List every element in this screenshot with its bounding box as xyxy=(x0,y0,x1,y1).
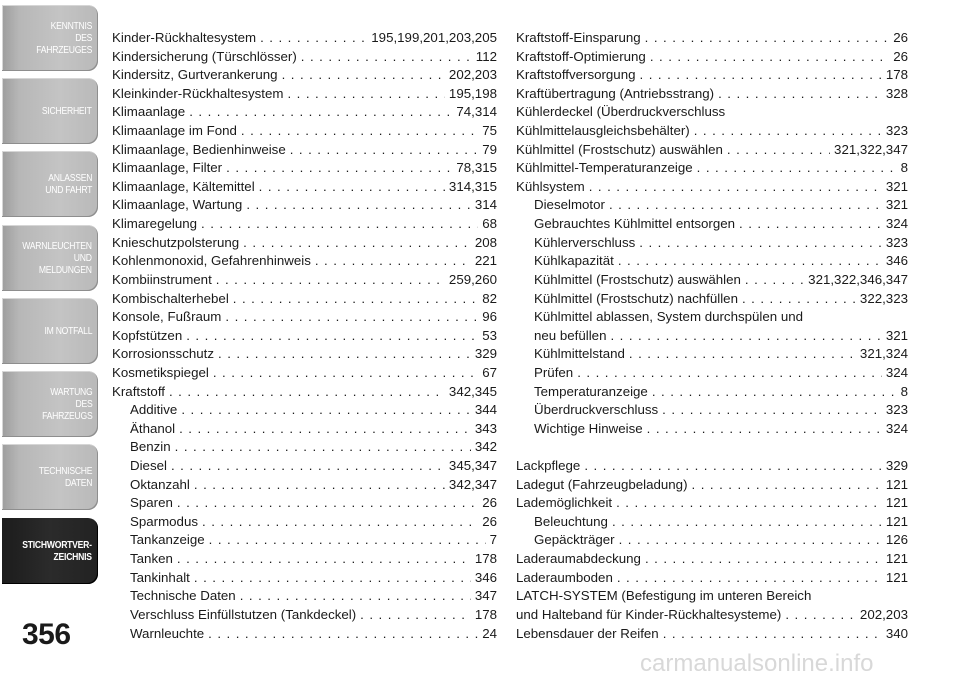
index-term: Kühlmittelausgleichsbehälter) xyxy=(516,123,690,139)
chapter-tabs xyxy=(0,0,100,678)
dot-leader xyxy=(259,178,445,197)
index-pages: 342,345 xyxy=(448,383,497,399)
dot-leader xyxy=(727,141,830,160)
dot-leader xyxy=(194,476,445,495)
index-entry xyxy=(516,587,908,606)
index-entry xyxy=(112,587,497,606)
chapter-tab-label: WARTUNG DES FAHRZEUGS xyxy=(41,386,92,422)
dot-leader xyxy=(694,122,882,141)
index-pages: 26 xyxy=(482,513,497,529)
index-term: Klimaanlage, Filter xyxy=(112,160,223,176)
dot-leader xyxy=(629,345,856,364)
index-term: und Halteband für Kinder-Rückhaltesysteme) xyxy=(516,606,782,622)
index-entry xyxy=(112,327,497,346)
index-entry xyxy=(112,420,497,439)
index-entry xyxy=(516,606,908,625)
dot-leader xyxy=(360,606,471,625)
index-pages: 324 xyxy=(885,364,908,380)
dot-leader xyxy=(171,457,445,476)
dot-leader xyxy=(718,85,882,104)
dot-leader xyxy=(315,252,471,271)
index-entry xyxy=(112,178,497,197)
index-term: Kühlmittel (Frostschutz) auswählen xyxy=(516,141,723,157)
index-term: Klimaregelung xyxy=(112,216,198,232)
index-pages: 321 xyxy=(885,197,908,213)
index-entry xyxy=(112,29,497,48)
index-pages: 202,203 xyxy=(448,67,497,83)
index-pages: 121 xyxy=(885,476,908,492)
index-pages: 323 xyxy=(885,402,908,418)
dot-leader xyxy=(577,364,882,383)
index-pages: 96 xyxy=(482,309,497,325)
dot-leader xyxy=(181,401,471,420)
index-pages: 314,315 xyxy=(448,178,497,194)
index-term: Gebrauchtes Kühlmittel entsorgen xyxy=(534,216,736,232)
index-pages: 74,314 xyxy=(456,104,497,120)
index-entry xyxy=(516,494,908,513)
index-entry xyxy=(112,271,497,290)
index-term: Kühlkapazität xyxy=(534,253,614,269)
index-entry xyxy=(516,364,908,383)
index-entry xyxy=(516,438,908,457)
index-term: Knieschutzpolsterung xyxy=(112,234,240,250)
index-entry xyxy=(112,308,497,327)
dot-leader xyxy=(208,625,478,644)
index-term: Dieselmotor xyxy=(534,197,605,213)
index-entry xyxy=(516,476,908,495)
dot-leader xyxy=(169,383,445,402)
index-term: neu befüllen xyxy=(534,327,607,343)
index-entry xyxy=(112,476,497,495)
dot-leader xyxy=(202,513,478,532)
index-term: Ladegut (Fahrzeugbeladung) xyxy=(516,476,688,492)
index-term: Kombiinstrument xyxy=(112,271,212,287)
index-term: Prüfen xyxy=(534,364,574,380)
index-entry xyxy=(516,29,908,48)
index-term: Kraftstoff-Optimierung xyxy=(516,48,646,64)
index-entry xyxy=(516,48,908,67)
index-pages: 221 xyxy=(474,253,497,269)
index-column-right xyxy=(516,29,908,643)
dot-leader xyxy=(226,159,452,178)
index-term: Lebensdauer der Reifen xyxy=(516,625,659,641)
index-entry xyxy=(112,401,497,420)
index-pages: 26 xyxy=(482,495,497,511)
index-pages: 121 xyxy=(885,495,908,511)
index-entry xyxy=(112,103,497,122)
index-entry xyxy=(112,85,497,104)
index-term: Kinder-Rückhaltesystem xyxy=(112,30,257,45)
index-entry xyxy=(112,252,497,271)
index-entry xyxy=(112,531,497,550)
index-term: Warnleuchte xyxy=(130,625,205,641)
index-entry xyxy=(516,85,908,104)
index-entry xyxy=(112,606,497,625)
index-pages: 112 xyxy=(475,48,497,64)
index-entry xyxy=(112,48,497,67)
index-term: Diesel xyxy=(130,458,167,474)
index-pages: 75 xyxy=(482,123,497,139)
index-pages: 314 xyxy=(474,197,497,213)
index-term: Beleuchtung xyxy=(534,513,608,529)
index-term: Überdruckverschluss xyxy=(534,402,659,418)
index-term: Kindersicherung (Türschlösser) xyxy=(112,48,297,64)
index-term: Tankanzeige xyxy=(130,532,205,548)
index-term: Benzin xyxy=(130,439,171,455)
index-pages: 26 xyxy=(893,30,908,45)
index-pages: 178 xyxy=(885,67,908,83)
index-pages: 79 xyxy=(482,141,497,157)
index-term: Kohlenmonoxid, Gefahrenhinweis xyxy=(112,253,311,269)
chapter-tab-7[interactable] xyxy=(2,444,98,510)
index-pages: 8 xyxy=(900,383,908,399)
index-term: Tankinhalt xyxy=(130,569,190,585)
index-term: Kombischalterhebel xyxy=(112,290,229,306)
index-term: Klimaanlage xyxy=(112,104,186,120)
index-column-left xyxy=(112,29,497,643)
index-term: LATCH-SYSTEM (Befestigung im unteren Bereich xyxy=(516,588,812,604)
index-entry xyxy=(516,550,908,569)
index-pages: 26 xyxy=(893,48,908,64)
dot-leader xyxy=(616,494,882,513)
index-term: Korrosionsschutz xyxy=(112,346,214,362)
index-pages: 82 xyxy=(482,290,497,306)
index-pages: 329 xyxy=(885,458,908,474)
dot-leader xyxy=(662,401,882,420)
chapter-tab-label: STICHWORTVER- ZEICHNIS xyxy=(22,539,92,563)
dot-leader xyxy=(692,476,882,495)
index-pages: 126 xyxy=(885,532,908,548)
index-term: Oktanzahl xyxy=(130,476,190,492)
index-entry xyxy=(516,420,908,439)
index-pages: 342,347 xyxy=(448,476,497,492)
index-pages: 328 xyxy=(885,85,908,101)
index-entry xyxy=(112,290,497,309)
dot-leader xyxy=(194,569,471,588)
index-entry xyxy=(516,196,908,215)
dot-leader xyxy=(218,345,471,364)
index-term: Verschluss Einfüllstutzen (Tankdeckel) xyxy=(130,606,357,622)
index-pages: 344 xyxy=(474,402,497,418)
index-pages: 53 xyxy=(482,327,497,343)
index-pages: 321,322,346,347 xyxy=(808,271,908,287)
dot-leader xyxy=(584,457,881,476)
index-term: Sparen xyxy=(130,495,173,511)
index-term: Konsole, Fußraum xyxy=(112,309,222,325)
dot-leader xyxy=(610,327,881,346)
index-entry xyxy=(516,327,908,346)
index-pages: 346 xyxy=(474,569,497,585)
index-pages: 178 xyxy=(474,606,497,622)
chapter-tab-label: IM NOTFALL xyxy=(44,325,92,337)
index-entry xyxy=(112,215,497,234)
index-pages: 342 xyxy=(474,439,497,455)
index-pages: 78,315 xyxy=(456,160,497,176)
dot-leader xyxy=(739,215,882,234)
dot-leader xyxy=(290,141,478,160)
index-term: Kühlmittel (Frostschutz) auswählen xyxy=(534,271,741,287)
index-entry xyxy=(112,569,497,588)
index-entry xyxy=(516,345,908,364)
index-entry xyxy=(112,383,497,402)
index-entry xyxy=(516,513,908,532)
index-entry xyxy=(516,308,908,327)
index-entry xyxy=(516,66,908,85)
page-number: 356 xyxy=(22,618,71,651)
index-entry xyxy=(516,234,908,253)
index-entry xyxy=(516,178,908,197)
index-entry xyxy=(516,159,908,178)
index-term: Kühlmittel (Frostschutz) nachfüllen xyxy=(534,290,738,306)
dot-leader xyxy=(652,383,897,402)
chapter-tab-1[interactable] xyxy=(2,5,98,71)
index-entry xyxy=(516,290,908,309)
index-entry xyxy=(112,345,497,364)
dot-leader xyxy=(301,48,472,67)
dot-leader xyxy=(785,606,856,625)
index-term: Kindersitz, Gurtverankerung xyxy=(112,67,278,83)
index-pages: 340 xyxy=(885,625,908,641)
index-entry xyxy=(112,625,497,644)
index-term: Kühlsystem xyxy=(516,178,585,194)
dot-leader xyxy=(240,587,471,606)
dot-leader xyxy=(663,625,882,644)
index-pages: 321 xyxy=(885,178,908,194)
index-pages: 195,199,201,203,205 xyxy=(371,30,497,45)
dot-leader xyxy=(175,438,471,457)
index-term: Laderaumabdeckung xyxy=(516,551,641,567)
index-entry xyxy=(516,215,908,234)
dot-leader xyxy=(640,66,882,85)
index-term: Kühlmittel-Temperaturanzeige xyxy=(516,160,693,176)
dot-leader xyxy=(612,513,882,532)
index-entry xyxy=(112,513,497,532)
dot-leader xyxy=(619,531,882,550)
dot-leader xyxy=(243,234,471,253)
dot-leader xyxy=(201,215,478,234)
dot-leader xyxy=(287,85,444,104)
dot-leader xyxy=(246,196,470,215)
dot-leader xyxy=(216,271,445,290)
index-term: Gepäckträger xyxy=(534,532,615,548)
dot-leader xyxy=(260,29,367,48)
index-entry xyxy=(112,438,497,457)
dot-leader xyxy=(209,531,486,550)
index-pages: 24 xyxy=(482,625,497,641)
index-entry xyxy=(112,159,497,178)
index-term: Kühlmittel ablassen, System durchspülen und xyxy=(534,309,804,325)
index-pages: 323 xyxy=(885,123,908,139)
index-term: Technische Daten xyxy=(130,588,236,604)
chapter-tab-label: TECHNISCHE DATEN xyxy=(38,465,92,489)
chapter-tab-2[interactable] xyxy=(2,78,98,144)
index-term: Laderaumboden xyxy=(516,569,613,585)
index-pages: 322,323 xyxy=(859,290,908,306)
index-pages: 121 xyxy=(885,513,908,529)
index-entry xyxy=(112,457,497,476)
chapter-tab-label: SICHERHEIT xyxy=(42,105,92,117)
chapter-tab-label: WARNLEUCHTEN UND MELDUNGEN xyxy=(22,240,92,276)
chapter-tab-label: ANLASSEN UND FAHRT xyxy=(45,172,92,196)
index-entry xyxy=(112,550,497,569)
index-pages: 346 xyxy=(885,253,908,269)
index-pages: 343 xyxy=(474,420,497,436)
index-pages: 121 xyxy=(885,569,908,585)
index-term: Wichtige Hinweise xyxy=(534,420,643,436)
index-entry xyxy=(112,66,497,85)
index-term: Kraftübertragung (Antriebsstrang) xyxy=(516,85,715,101)
index-pages: 323 xyxy=(885,234,908,250)
index-entry xyxy=(516,569,908,588)
dot-leader xyxy=(186,327,478,346)
dot-leader xyxy=(618,252,882,271)
dot-leader xyxy=(650,48,889,67)
index-pages: 329 xyxy=(474,346,497,362)
index-pages: 202,203 xyxy=(859,606,908,622)
index-entry xyxy=(516,625,908,644)
index-term: Temperaturanzeige xyxy=(534,383,648,399)
dot-leader xyxy=(645,550,882,569)
index-entry xyxy=(516,103,908,122)
index-term: Kraftstoff-Einsparung xyxy=(516,30,641,45)
index-pages: 68 xyxy=(482,216,497,232)
dot-leader xyxy=(189,103,452,122)
index-term: Kosmetikspiegel xyxy=(112,364,209,380)
index-entry xyxy=(516,401,908,420)
index-pages: 321 xyxy=(885,327,908,343)
index-term: Klimaanlage, Wartung xyxy=(112,197,243,213)
dot-leader xyxy=(213,364,478,383)
index-pages: 208 xyxy=(474,234,497,250)
dot-leader xyxy=(589,178,882,197)
dot-leader xyxy=(645,29,890,48)
index-entry xyxy=(516,271,908,290)
index-term: Klimaanlage, Kältemittel xyxy=(112,178,255,194)
index-entry xyxy=(516,141,908,160)
index-pages: 178 xyxy=(474,551,497,567)
index-pages: 7 xyxy=(489,532,497,548)
index-pages: 67 xyxy=(482,364,497,380)
index-term: Kühlerverschluss xyxy=(534,234,636,250)
dot-leader xyxy=(697,159,897,178)
dot-leader xyxy=(233,290,478,309)
watermark: carmanualsonline.info xyxy=(640,650,874,677)
index-pages: 8 xyxy=(900,160,908,176)
index-entry xyxy=(112,196,497,215)
chapter-tab-4[interactable] xyxy=(2,225,98,291)
index-pages: 321,322,347 xyxy=(834,141,908,157)
index-term: Lackpflege xyxy=(516,458,581,474)
index-term: Kleinkinder-Rückhaltesystem xyxy=(112,85,284,101)
dot-leader xyxy=(647,420,882,439)
index-term: Tanken xyxy=(130,551,173,567)
index-pages: 324 xyxy=(885,420,908,436)
index-term: Kühlerdeckel (Überdruckverschluss xyxy=(516,104,726,120)
index-pages: 195,198 xyxy=(448,85,497,101)
chapter-tab-6[interactable] xyxy=(2,371,98,437)
index-pages: 345,347 xyxy=(448,458,497,474)
index-entry xyxy=(516,122,908,141)
index-term: Klimaanlage im Fond xyxy=(112,123,237,139)
index-term: Äthanol xyxy=(130,420,176,436)
index-entry xyxy=(112,364,497,383)
dot-leader xyxy=(617,569,882,588)
index-entry xyxy=(516,531,908,550)
chapter-tab-8[interactable] xyxy=(2,518,98,584)
index-pages: 259,260 xyxy=(448,271,497,287)
dot-leader xyxy=(179,420,471,439)
dot-leader xyxy=(609,196,882,215)
index-pages: 321,324 xyxy=(859,346,908,362)
index-pages: 121 xyxy=(885,551,908,567)
chapter-tab-5[interactable] xyxy=(2,298,98,364)
index-term: Kraftstoffversorgung xyxy=(516,67,636,83)
index-entry xyxy=(516,383,908,402)
dot-leader xyxy=(745,271,804,290)
index-pages: 324 xyxy=(885,216,908,232)
dot-leader xyxy=(742,290,856,309)
index-pages: 347 xyxy=(474,588,497,604)
index-term: Kühlmittelstand xyxy=(534,346,625,362)
index-entry xyxy=(516,252,908,271)
dot-leader xyxy=(177,494,478,513)
dot-leader xyxy=(639,234,882,253)
chapter-tab-3[interactable] xyxy=(2,151,98,217)
dot-leader xyxy=(282,66,445,85)
dot-leader xyxy=(177,550,471,569)
index-entry xyxy=(112,122,497,141)
index-entry xyxy=(112,494,497,513)
index-entry xyxy=(112,141,497,160)
dot-leader xyxy=(225,308,478,327)
index-term: Lademöglichkeit xyxy=(516,495,613,511)
index-term: Sparmodus xyxy=(130,513,198,529)
index-entry xyxy=(112,234,497,253)
index-term: Klimaanlage, Bedienhinweise xyxy=(112,141,286,157)
index-term: Kraftstoff xyxy=(112,383,165,399)
dot-leader xyxy=(241,122,478,141)
chapter-tab-label: KENNTNIS DES FAHRZEUGES xyxy=(36,20,92,56)
index-term: Kopfstützen xyxy=(112,327,183,343)
index-entry xyxy=(516,457,908,476)
index-term: Additive xyxy=(130,402,178,418)
